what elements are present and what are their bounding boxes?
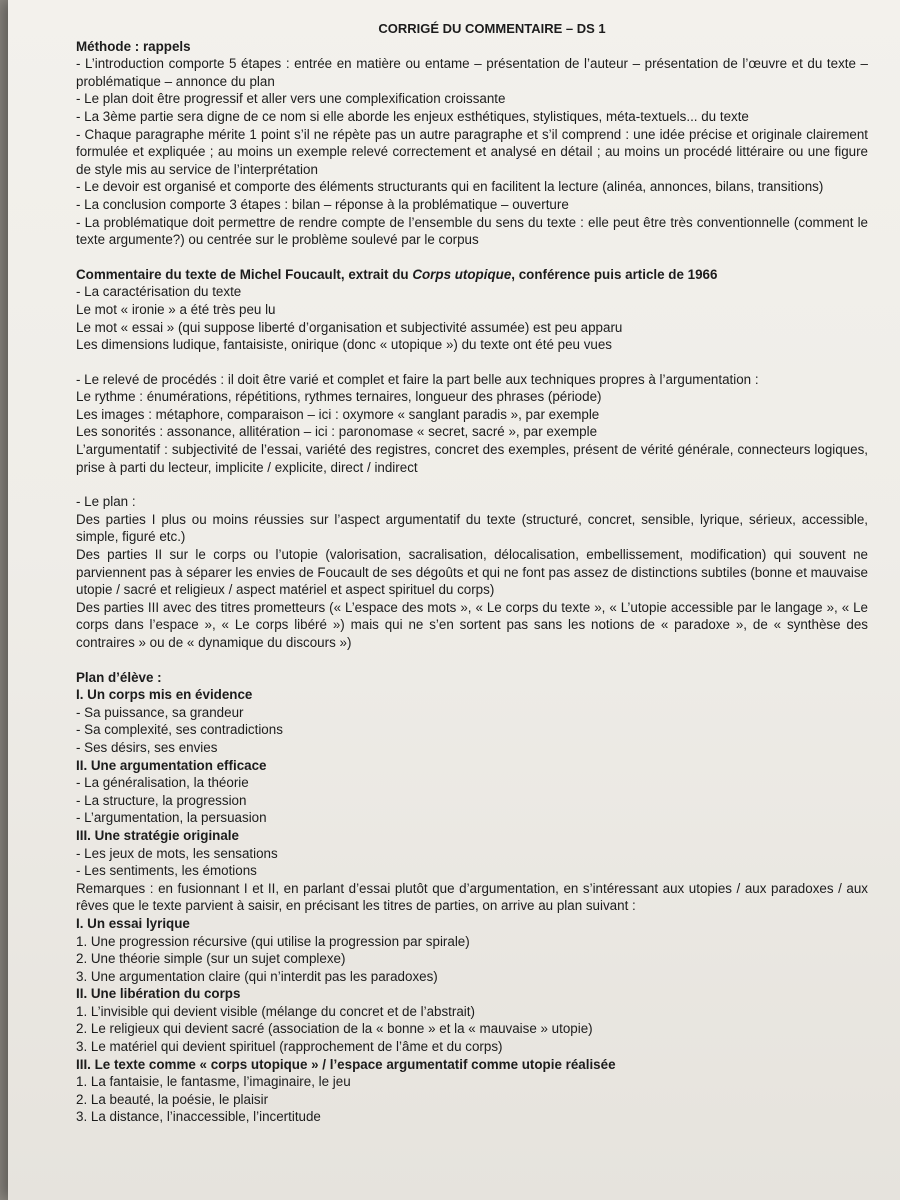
releve-line: - Le relevé de procédés : il doit être varié et complet et faire la part belle aux techniques propres à l’argumentation :	[76, 371, 759, 387]
caracterisation-line: Le mot « ironie » a été très peu lu	[76, 301, 276, 317]
methode-item: - La problématique doit permettre de rendre compte de l’ensemble du sens du texte : elle peut être très conventionnelle (comment le texte argumente?) ou centrée sur le problème soulevé par le corpus	[76, 214, 868, 248]
commentaire-heading-work: Corps utopique	[412, 266, 512, 282]
plan-eleve-item: - Sa puissance, sa grandeur	[76, 704, 244, 720]
plan-eleve-item: - La structure, la progression	[76, 792, 247, 808]
plan-eleve-heading: Plan d’élève :	[76, 669, 162, 685]
methode-item: - La 3ème partie sera digne de ce nom si elle aborde les enjeux esthétiques, stylistiques, méta-textuels... du texte	[76, 108, 749, 124]
plan-final-item: 2. La beauté, la poésie, le plaisir	[76, 1091, 269, 1107]
plan-final-item: 2. Une théorie simple (sur un sujet complexe)	[76, 951, 346, 967]
methode-item: - Le devoir est organisé et comporte des éléments structurants qui en facilitent la lecture (alinéa, annonces, bilans, transitions)	[76, 179, 824, 195]
plan-line: - Le plan :	[76, 494, 136, 510]
plan-eleve-item: - Sa complexité, ses contradictions	[76, 722, 283, 738]
plan-eleve-item: - Ses désirs, ses envies	[76, 739, 218, 755]
plan-eleve-part-title: II. Une argumentation efficace	[76, 757, 267, 773]
plan-eleve-part-title: I. Un corps mis en évidence	[76, 687, 253, 703]
plan-line: Des parties II sur le corps ou l’utopie (valorisation, sacralisation, délocalisation, embellissement, modification) qui souvent ne parviennent pas à séparer les envies de Foucault de ses dégoûts et qui ne font pas assez de distinctions subtiles (bonne et mauvaise utopie / sacré et religieux / aspect matériel et aspect spirituel du corps)	[76, 547, 868, 598]
methode-item: - Le plan doit être progressif et aller vers une complexification croissante	[76, 91, 506, 107]
plan-eleve-item: - L’argumentation, la persuasion	[76, 810, 267, 826]
methode-item: - La conclusion comporte 3 étapes : bilan – réponse à la problématique – ouverture	[76, 196, 569, 212]
commentaire-heading-pre: Commentaire du texte de Michel Foucault, extrait du	[76, 266, 413, 282]
caracterisation-line: Les dimensions ludique, fantaisiste, onirique (donc « utopique ») du texte ont été peu vues	[76, 337, 612, 353]
document-title: CORRIGÉ DU COMMENTAIRE – DS 1	[378, 21, 606, 36]
plan-eleve-part-title: III. Une stratégie originale	[76, 827, 239, 843]
plan-final-item: 1. La fantaisie, le fantasme, l’imaginaire, le jeu	[76, 1074, 351, 1090]
releve-line: L’argumentatif : subjectivité de l’essai, variété des registres, concret des exemples, présent de vérité générale, connecteurs logiques, prise à parti du lecteur, implicite / explicite, direct / indirect	[76, 442, 868, 475]
plan-eleve-item: - Les sentiments, les émotions	[76, 863, 257, 879]
plan-final-item: 1. L’invisible qui devient visible (mélange du concret et de l’abstrait)	[76, 1003, 475, 1019]
paper-sheet	[8, 0, 900, 1200]
plan-final-item: 3. La distance, l’inaccessible, l’incertitude	[76, 1109, 321, 1125]
plan-final-part-title: I. Un essai lyrique	[76, 915, 190, 931]
plan-eleve-item: - Les jeux de mots, les sensations	[76, 845, 278, 861]
caracterisation-line: - La caractérisation du texte	[76, 284, 242, 300]
plan-final-part-title: III. Le texte comme « corps utopique » / l’espace argumentatif comme utopie réalisée	[76, 1056, 616, 1072]
plan-final-item: 3. Le matériel qui devient spirituel (rapprochement de l’âme et du corps)	[76, 1039, 503, 1055]
spacer	[76, 354, 868, 371]
plan-final-item: 2. Le religieux qui devient sacré (association de la « bonne » et la « mauvaise » utopie)	[76, 1021, 593, 1037]
plan-final-part-title: II. Une libération du corps	[76, 986, 241, 1002]
plan-line: Des parties I plus ou moins réussies sur l’aspect argumentatif du texte (structuré, concret, sensible, lyrique, sérieux, accessible, simple, figuré etc.)	[76, 511, 868, 545]
methode-heading: Méthode : rappels	[76, 38, 191, 54]
plan-line: Des parties III avec des titres prometteurs (« L’espace des mots », « Le corps du texte », « L’utopie accessible par le langage », « Le corps dans l’espace », « Le corps libéré ») mais qui ne s’en sortent pas sans les notions de « paradoxe », de « synthèse des contraires » ou de « dynamique du discours »)	[76, 599, 868, 650]
spacer	[76, 652, 868, 669]
releve-line: Les images : métaphore, comparaison – ici : oxymore « sanglant paradis », par exemple	[76, 406, 600, 422]
commentaire-heading-post: , conférence puis article de 1966	[511, 266, 718, 282]
remarques: Remarques : en fusionnant I et II, en parlant d’essai plutôt que d’argumentation, en s’intéressant aux utopies / aux paradoxes / aux rêves que le texte parvient à saisir, en précisant les titres de parties, on arrive au plan suivant :	[76, 880, 868, 914]
plan-final-item: 3. Une argumentation claire (qui n’interdit pas les paradoxes)	[76, 968, 438, 984]
plan-final-item: 1. Une progression récursive (qui utilise la progression par spirale)	[76, 933, 470, 949]
releve-line: Le rythme : énumérations, répétitions, rythmes ternaires, longueur des phrases (période)	[76, 389, 602, 405]
methode-item: - Chaque paragraphe mérite 1 point s’il ne répète pas un autre paragraphe et s’il comprend : une idée précise et originale clairement formulée et expliquée ; au moins un exemple relevé correctement et analysé en détail ; au moins un procédé littéraire ou une figure de style mis au service de l’interprétation	[76, 126, 868, 177]
releve-line: Les sonorités : assonance, allitération – ici : paronomase « secret, sacré », par exemple	[76, 424, 598, 440]
document-body	[76, 20, 868, 1126]
caracterisation-line: Le mot « essai » (qui suppose liberté d’organisation et subjectivité assumée) est peu apparu	[76, 319, 623, 335]
commentaire-heading	[76, 266, 868, 284]
plan-eleve-item: - La généralisation, la théorie	[76, 775, 249, 791]
methode-item: - L’introduction comporte 5 étapes : entrée en matière ou entame – présentation de l’auteur – présentation de l’œuvre et du texte – problématique – annonce du plan	[76, 56, 868, 89]
spacer	[76, 249, 868, 266]
spacer	[76, 476, 868, 493]
